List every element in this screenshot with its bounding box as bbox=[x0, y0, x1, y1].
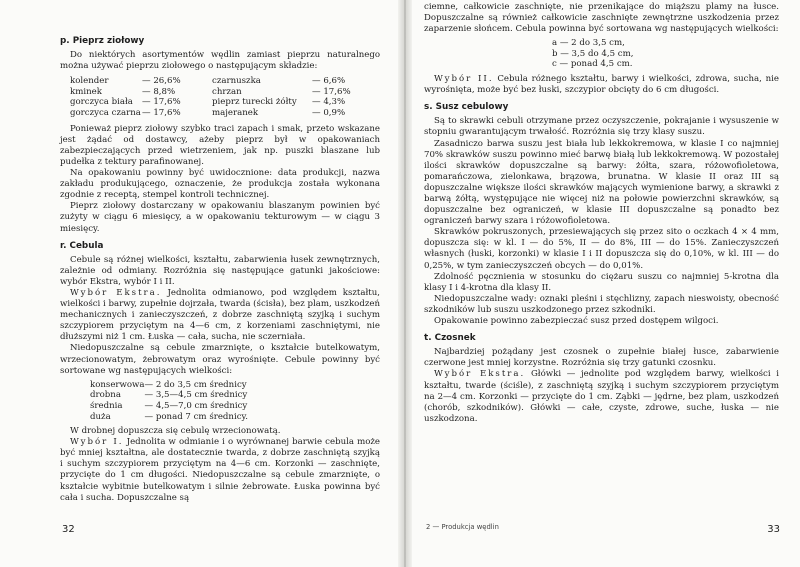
paragraph: Niedopuszczalne są cebule zmarznięte, o kształcie butelkowatym, wrzecionowatym, żebrowatym oraz wyrośnięte. Cebule powinny być sortowane wg następujących wielkości: bbox=[60, 343, 380, 376]
table-row bbox=[70, 108, 351, 119]
table-row bbox=[70, 87, 351, 98]
left-column bbox=[60, 30, 380, 504]
paragraph: W drobnej dopuszcza się cebulę wrzecionowatą. bbox=[70, 426, 281, 437]
size-range: — 2 do 3,5 cm średnicy bbox=[144, 379, 247, 390]
page-footer: 2 — Produkcja wędlin bbox=[426, 523, 499, 531]
section-heading-cebula: r. Cebula bbox=[60, 240, 104, 251]
size-name: duża bbox=[90, 411, 111, 422]
onion-size-table bbox=[90, 380, 248, 422]
grade-label: Wybór Ekstra. bbox=[70, 287, 162, 298]
right-column bbox=[424, 2, 779, 425]
paragraph: Na opakowaniu powinny być uwidocznione: data produkcji, nazwa zakładu produkującego, oznaczenie, że produkcja została wykonana zgodnie z receptą, stempel kontroli technicznej. bbox=[60, 168, 380, 201]
list-item: b — 3,5 do 4,5 cm, bbox=[552, 48, 634, 59]
book-gutter bbox=[398, 0, 412, 567]
paragraph: ciemne, całkowicie zaschnięte, nie przenikające do miąższu plamy na łusce. Dopuszczalne są również całkowicie zaschnięte zewnętrzne uszkodzenia przez zaparzenie słońcem. Cebula powinna być sortowana wg następujących wielkości: bbox=[424, 2, 779, 35]
section-heading-susz-cebulowy: s. Susz cebulowy bbox=[424, 102, 509, 113]
ingredient-name: pieprz turecki żółty bbox=[212, 97, 297, 108]
grade-label: Wybór I. bbox=[70, 437, 124, 448]
table-row bbox=[90, 412, 248, 423]
ingredient-percent: — 17,6% bbox=[142, 108, 181, 119]
paragraph bbox=[60, 437, 380, 504]
ingredient-percent: — 17,6% bbox=[312, 86, 351, 97]
onion-size-list bbox=[552, 38, 779, 70]
table-row bbox=[90, 380, 248, 391]
ingredient-percent: — 8,8% bbox=[142, 86, 176, 97]
paragraph bbox=[60, 288, 380, 343]
paragraph: Skrawków pokruszonych, przesiewających się przez sito o oczkach 4 × 4 mm, dopuszcza się: w kl. I — do 5%, II — do 8%, III — do 15%. Zanieczyszczeń własnych (łuski, korzonki) w klasie I i II dopuszcza się do 0,10%, w kl. III — do 0,25%, w tym zanieczyszczeń obcych — do 0,01%. bbox=[424, 227, 779, 271]
size-name: drobna bbox=[90, 390, 121, 401]
left-page bbox=[0, 0, 398, 567]
list-item: a — 2 do 3,5 cm, bbox=[552, 38, 625, 49]
paragraph bbox=[424, 369, 779, 424]
spice-composition-table bbox=[70, 76, 351, 118]
grade-label: Wybór II. bbox=[434, 74, 494, 85]
ingredient-name: chrzan bbox=[212, 86, 242, 97]
list-item: c — ponad 4,5 cm. bbox=[552, 59, 633, 70]
ingredient-percent: — 17,6% bbox=[142, 97, 181, 108]
size-range: — ponad 7 cm średnicy. bbox=[144, 411, 248, 422]
size-range: — 3,5—4,5 cm średnicy bbox=[144, 390, 248, 401]
ingredient-name: czarnuszka bbox=[212, 76, 261, 87]
paragraph-text: Główki — jednolite pod względem barwy, wielkości i kształtu, twarde (ściśle), z zaschniętą szyjką i suchym szczypiorem przyciętym na 2—4 cm. Korzonki — przycięte do 1 cm. Ząbki — jędrne, bez plam, uszkodzeń (chorób, szkodników). Główki — całe, czyste, zdrowe, suche, łuska — nie uszkodzona. bbox=[424, 369, 780, 424]
ingredient-percent: — 26,6% bbox=[142, 76, 181, 87]
ingredient-name: kminek bbox=[70, 86, 102, 97]
grade-label: Wybór Ekstra. bbox=[434, 369, 526, 380]
right-page bbox=[412, 0, 800, 567]
table-row bbox=[90, 401, 248, 412]
ingredient-percent: — 4,3% bbox=[312, 97, 346, 108]
ingredient-name: majeranek bbox=[212, 108, 259, 119]
paragraph: Cebule są różnej wielkości, kształtu, zabarwienia łusek zewnętrznych, zależnie od odmiany. Rozróżnia się następujące gatunki jakościowe: wybór Ekstra, wybór I i II. bbox=[60, 254, 380, 287]
paragraph-text: Jednolita odmianowo, pod względem kształtu, wielkości i barwy, zupełnie dojrzała, twarda (ścisła), bez plam, uszkodzeń mechanicznych i zanieczyszczeń, z dobrze zaschniętą szyjką i suchym szczypiorem przyciętym na 4—6 cm, z korzeniami zaschniętymi, nie dłuższymi niż 1 cm. Łuska — cała, sucha, nie sczerniała. bbox=[60, 287, 380, 343]
size-name: konserwowa bbox=[90, 379, 145, 390]
ingredient-percent: — 0,9% bbox=[312, 108, 346, 119]
paragraph: Zasadniczo barwa suszu jest biała lub lekkokremowa, w klasie I co najmniej 70% skrawków suszu powinno mieć barwę białą lub lekkokremową. W pozostałej ilości skrawków dopuszczalne są barwy: żółta, szara, różowofioletowa, pomarańczowa, zielonkawa, brązowa, brunatna. W klasie II oraz III są dopuszczalne większe ilości skrawków mających wymienione barwy, a skrawki z barwą żółtą, występujące nie więcej niż na połowie powierzchni skrawków, są dopuszczalne bez ograniczeń, w klasie III dopuszczalne są ponadto bez ograniczeń barwy szara i różowofioletowa. bbox=[424, 138, 779, 227]
paragraph: Opakowanie powinno zabezpieczać susz przed dostępem wilgoci. bbox=[434, 316, 719, 327]
table-row bbox=[70, 97, 351, 108]
table-row bbox=[70, 76, 351, 87]
paragraph: Najbardziej pożądany jest czosnek o zupełnie białej łusce, zabarwienie czerwone jest mniej korzystne. Rozróżnia się trzy gatunki czosnku. bbox=[424, 347, 779, 369]
paragraph-text: Cebula różnego kształtu, barwy i wielkości, zdrowa, sucha, nie wyrośnięta, może być bez łuski, szczypior obcięty do 6 cm długości. bbox=[424, 74, 780, 96]
page-number: 32 bbox=[62, 524, 75, 535]
paragraph: Niedopuszczalne wady: oznaki pleśni i stęchlizny, zapach nieswoisty, obecność szkodników lub suszu uszkodzonego przez szkodniki. bbox=[424, 293, 779, 315]
paragraph bbox=[424, 74, 779, 96]
ingredient-name: gorczyca biała bbox=[70, 97, 133, 108]
paragraph: Zdolność pęcznienia w stosunku do ciężaru suszu co najmniej 5-krotna dla klasy I i 4-krotna dla klasy II. bbox=[424, 271, 779, 293]
section-heading-pieprz-ziolowy: p. Pieprz ziołowy bbox=[60, 36, 145, 46]
section-heading-czosnek: t. Czosnek bbox=[424, 333, 476, 344]
page-number: 33 bbox=[767, 524, 780, 535]
paragraph: Do niektórych asortymentów wędlin zamiast pieprzu naturalnego można używać pieprzu ziołowego o następującym składzie: bbox=[60, 50, 380, 72]
size-name: średnia bbox=[90, 400, 123, 411]
table-row bbox=[90, 390, 248, 401]
ingredient-name: kolender bbox=[70, 76, 109, 87]
paragraph: Są to skrawki cebuli otrzymane przez oczyszczenie, pokrajanie i wysuszenie w stopniu gwarantującym trwałość. Rozróżnia się trzy klasy suszu. bbox=[424, 116, 779, 138]
size-range: — 4,5—7,0 cm średnicy bbox=[144, 400, 248, 411]
paragraph: Ponieważ pieprz ziołowy szybko traci zapach i smak, przeto wskazane jest żądać od dostawcy, ażeby pieprz był w opakowaniach zabezpieczających przed wietrzeniem, jak np. puszki blaszane lub pudełka z tektury parafinowanej. bbox=[60, 123, 380, 167]
paragraph-text: Jednolita w odmianie i o wyrównanej barwie cebula może być mniej kształtna, ale dostatecznie twarda, z dobrze zaschniętą szyjką i suchym szczypiorem przyciętym na 4—6 cm. Korzonki — zaschnięte, przycięte do 1 cm długości. Niedopuszczalne są cebule zmarznięte, o kształcie wybitnie butelkowatym i silnie żebrowate. Łuska powinna być cała i sucha. Dopuszczalne są bbox=[60, 437, 381, 503]
ingredient-percent: — 6,6% bbox=[312, 76, 346, 87]
paragraph: Pieprz ziołowy dostarczany w opakowaniu blaszanym powinien być zużyty w ciągu 6 miesięcy, a w opakowaniu tekturowym — w ciągu 3 miesięcy. bbox=[60, 201, 380, 234]
ingredient-name: gorczyca czarna bbox=[70, 108, 141, 119]
